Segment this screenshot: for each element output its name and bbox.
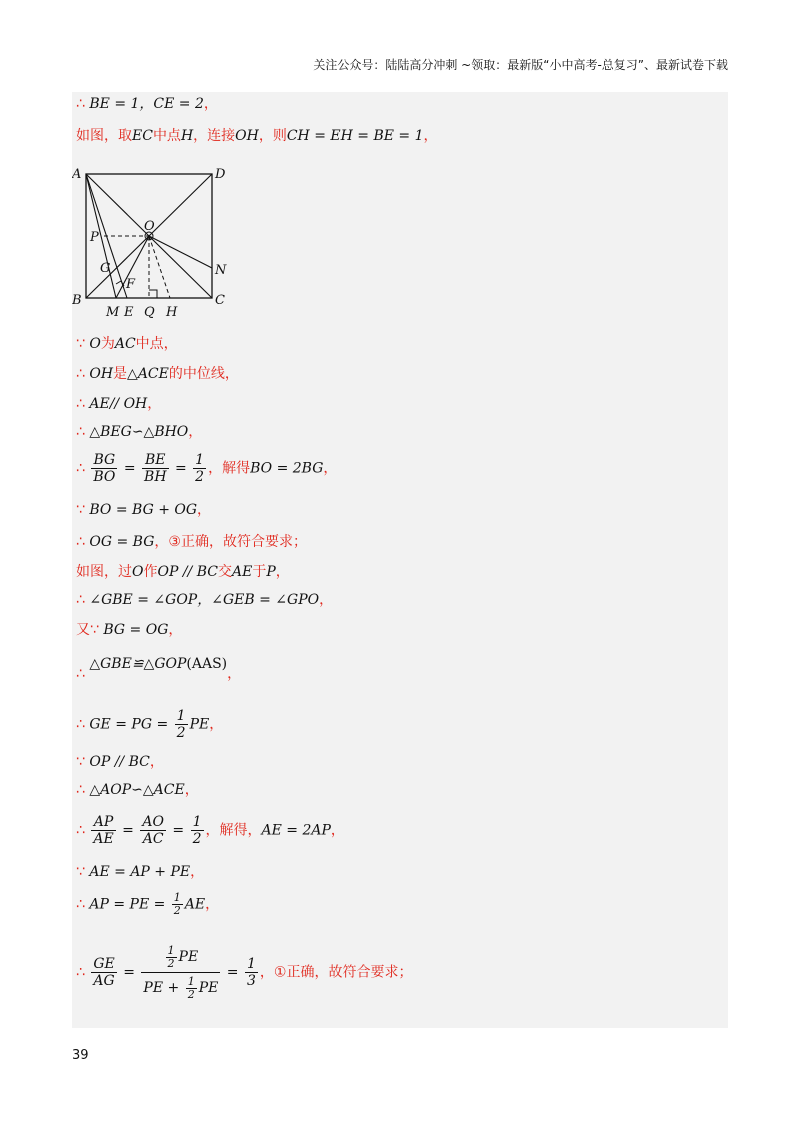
fraction [142, 452, 169, 485]
math-expression: AE = AP + PE [89, 864, 191, 880]
label-q: Q [144, 305, 155, 320]
therefore-symbol: ∴ [76, 716, 90, 733]
denominator: 2 [195, 469, 205, 485]
numerator: GE [93, 956, 115, 972]
fraction [172, 892, 183, 917]
geometry-figure [72, 166, 242, 326]
line-17 [76, 814, 345, 847]
math-expression: H [180, 128, 194, 144]
denominator: 2 [173, 904, 181, 917]
text: ，③正确，故符合要求； [154, 534, 307, 550]
math-expression: ∠GBE = ∠GOP，∠GEB = ∠GPO [89, 592, 320, 608]
text: 的中位线， [168, 366, 239, 382]
numerator: BE [142, 452, 169, 469]
text: 中点， [135, 336, 178, 352]
text: ， [188, 424, 203, 440]
line-19 [76, 892, 219, 917]
math-expression: PE [178, 949, 199, 965]
text: 于 [252, 564, 267, 580]
denominator: BO [93, 469, 116, 485]
math-expression: △BEG∽△BHO [89, 424, 189, 440]
label-h: H [166, 305, 178, 320]
math-expression: PE + [143, 980, 184, 996]
math-expression: △GBE≌△GOP [89, 656, 187, 672]
fraction [91, 956, 116, 989]
math-expression: AP = PE = [89, 896, 170, 913]
line-6 [76, 422, 202, 442]
line-14 [76, 708, 223, 741]
text: 如图，取 [76, 128, 132, 144]
math-expression: BG = OG [103, 622, 169, 638]
line-20 [76, 942, 412, 1003]
line-4 [76, 364, 239, 384]
math-expression: O [132, 564, 144, 580]
line-10 [76, 562, 290, 582]
equals: = [167, 822, 189, 839]
math-expression: AE [231, 564, 253, 580]
denominator: 2 [176, 725, 186, 741]
numerator: 1 [173, 891, 181, 904]
math-expression: CH = EH = BE = 1 [286, 128, 424, 144]
equals: = [222, 964, 243, 981]
label-b: B [72, 293, 82, 308]
math-expression: BO = BG + OG [89, 502, 198, 518]
line-1 [76, 94, 218, 114]
therefore-symbol: ∴ [76, 964, 90, 981]
text: 中点 [152, 128, 181, 144]
math-expression: (AAS) [186, 656, 228, 672]
punctuation: ， [203, 96, 218, 112]
denominator [141, 973, 220, 1003]
therefore-symbol: ∴ [76, 896, 90, 913]
label-p: P [90, 230, 99, 245]
numerator: 1 [192, 814, 202, 830]
text: ， [323, 460, 338, 477]
line-3 [76, 334, 178, 354]
math-expression: GE = PG = [89, 716, 173, 733]
line-16 [76, 780, 199, 800]
numerator: 1 [187, 974, 195, 988]
text: ， [227, 666, 242, 682]
text: ，解得 [208, 460, 251, 477]
page-number: 39 [72, 1048, 89, 1063]
denominator: AE [93, 831, 114, 847]
therefore-symbol: ∴ [76, 460, 90, 477]
compound-fraction [141, 942, 220, 1003]
text: ， [168, 622, 183, 638]
numerator: 1 [167, 943, 175, 957]
denominator: 3 [246, 973, 256, 989]
text: 作 [143, 564, 158, 580]
math-expression: OH [235, 128, 259, 144]
math-expression: P [266, 564, 276, 580]
because-symbol: ∵ [76, 336, 90, 352]
text: ， [197, 502, 212, 518]
denominator: 2 [192, 831, 202, 847]
text: ， [275, 564, 290, 580]
math-expression: PE [189, 716, 210, 733]
math-expression: AC [114, 336, 136, 352]
math-expression: AE = 2AP [261, 822, 331, 839]
therefore-symbol: ∴ [76, 534, 90, 550]
label-d: D [215, 167, 226, 182]
therefore-symbol: ∴ [76, 396, 90, 412]
therefore-symbol: ∴ [76, 366, 90, 382]
math-expression: BE = 1，CE = 2 [89, 96, 204, 112]
therefore-symbol: ∴ [76, 822, 90, 839]
label-c: C [215, 293, 225, 308]
line-7 [76, 452, 337, 485]
because-symbol: ∵ [76, 754, 90, 770]
fraction [191, 814, 204, 847]
solution-content [72, 92, 728, 1028]
numerator: 1 [176, 708, 186, 724]
because-symbol: ∵ [76, 864, 90, 880]
therefore-symbol: ∴ [76, 666, 90, 682]
text: 是 [113, 366, 128, 382]
text: ， [319, 592, 334, 608]
fraction [91, 452, 117, 485]
text: ，连接 [193, 128, 236, 144]
line-8 [76, 500, 211, 520]
text: ， [184, 782, 199, 798]
numerator: BG [91, 452, 117, 469]
math-expression: △AOP∽△ACE [89, 782, 185, 798]
label-o: O [144, 219, 155, 234]
right-angle-q [149, 290, 157, 298]
therefore-symbol: ∴ [76, 592, 90, 608]
numerator [141, 942, 220, 973]
math-expression: AE// OH [89, 396, 148, 412]
math-expression: OP // BC [157, 564, 218, 580]
equals: = [119, 460, 141, 477]
numerator: AP [91, 814, 115, 831]
fraction [186, 976, 197, 1001]
text: ， [330, 822, 345, 839]
equals: = [170, 460, 192, 477]
line-18 [76, 862, 204, 882]
fraction [166, 945, 177, 970]
text: ， [147, 396, 162, 412]
math-expression: OH [89, 366, 114, 382]
math-expression: OP // BC [89, 754, 150, 770]
line-15 [76, 752, 164, 772]
denominator: 2 [167, 956, 175, 970]
math-expression: OG = BG [89, 534, 155, 550]
therefore-symbol: ∴ [76, 96, 90, 112]
label-n: N [215, 263, 227, 278]
text: ， [423, 128, 438, 144]
line-2 [76, 126, 438, 146]
label-f: F [126, 277, 136, 292]
text: ， [205, 896, 220, 913]
fraction [140, 814, 166, 847]
label-g: G [100, 261, 111, 276]
math-expression: O [89, 336, 101, 352]
math-expression: AE [184, 896, 206, 913]
fraction [245, 956, 258, 989]
text: ，解得， [205, 822, 262, 839]
denominator: BH [144, 469, 167, 485]
label-e: E [124, 305, 134, 320]
denominator: 2 [187, 987, 195, 1001]
text: ，则 [258, 128, 287, 144]
line-13 [76, 654, 242, 682]
equals: = [117, 822, 139, 839]
fraction [193, 452, 206, 485]
text: ，①正确，故符合要求； [259, 964, 413, 981]
therefore-symbol: ∴ [76, 782, 90, 798]
text: ， [149, 754, 164, 770]
fraction [91, 814, 115, 847]
line-5 [76, 394, 161, 414]
math-expression: △ACE [127, 366, 169, 382]
therefore-symbol: ∴ [76, 424, 90, 440]
text: 交 [217, 564, 232, 580]
denominator: AC [142, 831, 164, 847]
fraction [175, 708, 188, 741]
line-12 [76, 620, 182, 640]
line-9 [76, 532, 307, 552]
label-a: A [72, 167, 82, 182]
numerator: 1 [246, 956, 256, 972]
numerator: 1 [195, 452, 205, 468]
text: 又∵ [76, 622, 104, 638]
math-expression: BO = 2BG [250, 460, 324, 477]
text: ， [190, 864, 205, 880]
line-11 [76, 590, 333, 610]
equals: = [118, 964, 140, 981]
text: 如图，过 [76, 564, 132, 580]
math-expression: EC [132, 128, 153, 144]
because-symbol: ∵ [76, 502, 90, 518]
denominator: AG [93, 973, 115, 989]
text: 为 [100, 336, 115, 352]
numerator: AO [142, 814, 164, 830]
page-header: 关注公众号：陆陆高分冲刺 ~领取：最新版“小中高考-总复习”、最新试卷下载 [313, 58, 728, 72]
label-m: M [106, 305, 120, 320]
math-expression: PE [198, 980, 219, 996]
text: ， [209, 716, 224, 733]
